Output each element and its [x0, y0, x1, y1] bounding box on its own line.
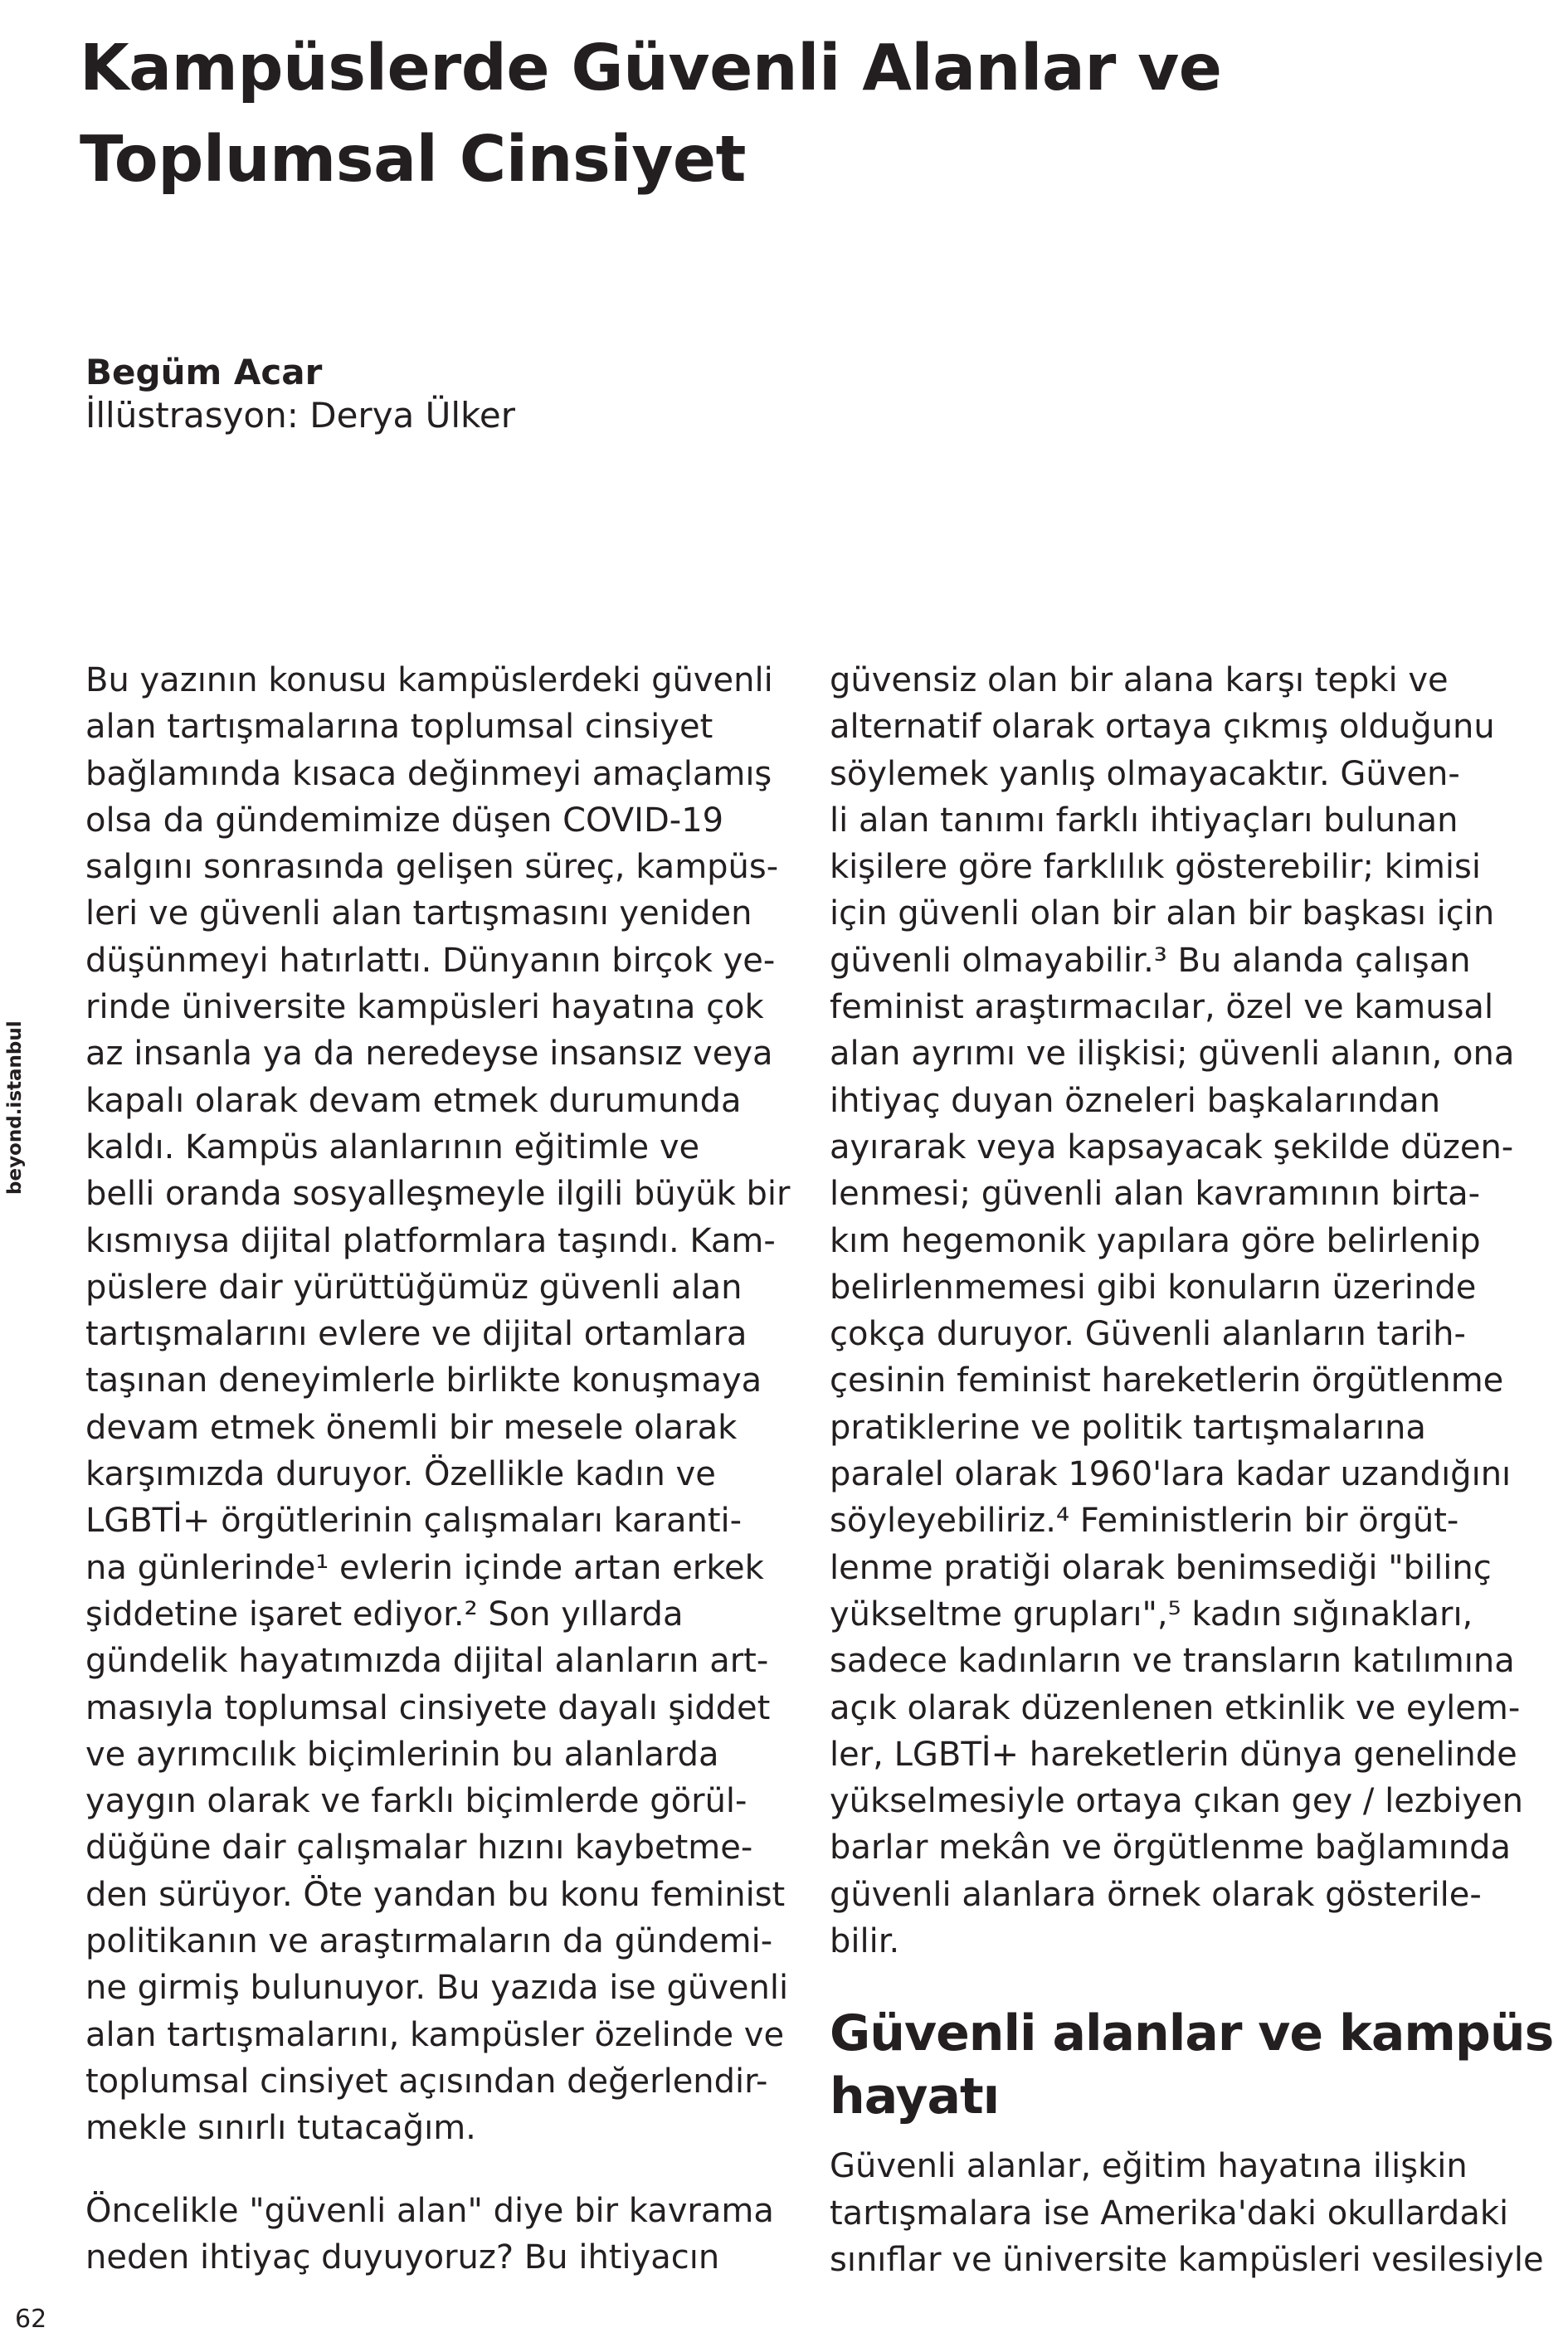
- heading-line: hayatı: [830, 2067, 1000, 2126]
- title-line: Kampüslerde Güvenli Alanlar ve: [80, 32, 1222, 105]
- text-line: feminist araştırmacılar, özel ve kamusal: [830, 988, 1494, 1027]
- text-line: bağlamında kısaca değinmeyi amaçlamış: [85, 754, 772, 793]
- text-line: ve ayrımcılık biçimlerinin bu alanlarda: [85, 1735, 719, 1774]
- text-line: alan ayrımı ve ilişkisi; güvenli alanın, ona: [830, 1035, 1515, 1074]
- text-line: karşımızda duruyor. Özellikle kadın ve: [85, 1455, 716, 1494]
- text-line: mekle sınırlı tutacağım.: [85, 2109, 476, 2148]
- text-line: bilir.: [830, 1922, 900, 1961]
- text-line: kapalı olarak devam etmek durumunda: [85, 1081, 742, 1120]
- text-line: den sürüyor. Öte yandan bu konu feminist: [85, 1875, 786, 1914]
- text-line: kaldı. Kampüs alanlarının eğitimle ve: [85, 1127, 700, 1166]
- text-line: Öncelikle "güvenli alan" diye bir kavrama: [85, 2191, 774, 2230]
- text-line: sınıflar ve üniversite kampüsleri vesilesiyle: [830, 2240, 1544, 2279]
- site-label: beyond.istanbul: [4, 1020, 26, 1195]
- left-column: [85, 657, 816, 2281]
- text-line: sadece kadınların ve transların katılımına: [830, 1642, 1515, 1681]
- text-line: söyleyebiliriz.⁴ Feministlerin bir örgüt-: [830, 1502, 1459, 1541]
- page-number: 62: [15, 2305, 47, 2334]
- text-line: alternatif olarak ortaya çıkmış olduğunu: [830, 708, 1495, 747]
- author-name: Begüm Acar: [85, 352, 323, 392]
- illustrator-credit: İllüstrasyon: Derya Ülker: [85, 395, 515, 436]
- text-line: güvensiz olan bir alana karşı tepki ve: [830, 661, 1449, 699]
- text-line: leri ve güvenli alan tartışmasını yeniden: [85, 894, 752, 933]
- text-line: tartışmalara ise Amerika'daki okullardaki: [830, 2194, 1509, 2233]
- text-line: az insanla ya da neredeyse insansız veya: [85, 1035, 773, 1074]
- text-line: düşünmeyi hatırlattı. Dünyanın birçok ye-: [85, 941, 776, 980]
- text-line: salgını sonrasında gelişen süreç, kampüs-: [85, 848, 779, 887]
- heading-line: Güvenli alanlar ve kampüs: [830, 2004, 1554, 2063]
- text-line: politikanın ve araştırmaların da gündemi-: [85, 1922, 773, 1961]
- text-line: belli oranda sosyalleşmeyle ilgili büyük bir: [85, 1175, 791, 1214]
- text-line: neden ihtiyaç duyuyoruz? Bu ihtiyacın: [85, 2238, 720, 2277]
- text-line: yükselmesiyle ortaya çıkan gey / lezbiyen: [830, 1782, 1523, 1821]
- text-line: çokça duruyor. Güvenli alanların tarih-: [830, 1315, 1466, 1354]
- text-line: açık olarak düzenlenen etkinlik ve eylem-: [830, 1688, 1521, 1727]
- text-line: olsa da gündemimize düşen COVID-19: [85, 801, 724, 840]
- text-line: gündelik hayatımızda dijital alanların art-: [85, 1642, 769, 1681]
- text-line: pratiklerine ve politik tartışmalarına: [830, 1408, 1426, 1447]
- text-line: taşınan deneyimlerle birlikte konuşmaya: [85, 1361, 762, 1400]
- paragraph: [830, 657, 1560, 1965]
- text-line: na günlerinde¹ evlerin içinde artan erkek: [85, 1548, 764, 1587]
- text-line: ne girmiş bulunuyor. Bu yazıda ise güvenli: [85, 1969, 789, 2008]
- text-line: masıyla toplumsal cinsiyete dayalı şiddet: [85, 1688, 771, 1727]
- text-line: Bu yazının konusu kampüslerdeki güvenli: [85, 661, 773, 699]
- text-line: püslere dair yürüttüğümüz güvenli alan: [85, 1268, 743, 1307]
- text-line: belirlenmemesi gibi konuların üzerinde: [830, 1268, 1477, 1307]
- text-line: devam etmek önemli bir mesele olarak: [85, 1408, 738, 1447]
- text-line: güvenli olmayabilir.³ Bu alanda çalışan: [830, 941, 1471, 980]
- text-line: şiddetine işaret ediyor.² Son yıllarda: [85, 1595, 684, 1634]
- text-line: çesinin feminist hareketlerin örgütlenme: [830, 1361, 1504, 1400]
- text-line: lenme pratiği olarak benimsediği "bilinç: [830, 1548, 1492, 1587]
- paragraph: [830, 2143, 1560, 2283]
- paragraph-gap: [85, 2152, 816, 2188]
- text-line: lenmesi; güvenli alan kavramının birta-: [830, 1175, 1481, 1214]
- text-line: için güvenli olan bir alan bir başkası için: [830, 894, 1495, 933]
- text-line: kişilere göre farklılık gösterebilir; kimisi: [830, 848, 1481, 887]
- title-line: Toplumsal Cinsiyet: [80, 123, 746, 197]
- text-line: ler, LGBTİ+ hareketlerin dünya genelinde: [830, 1735, 1517, 1774]
- right-column: [830, 657, 1560, 2283]
- text-line: kısmıysa dijital platformlara taşındı. Kam-: [85, 1221, 776, 1260]
- text-line: alan tartışmalarını, kampüsler özelinde ve: [85, 2015, 785, 2054]
- text-line: yükseltme grupları",⁵ kadın sığınakları,: [830, 1595, 1473, 1634]
- text-line: Güvenli alanlar, eğitim hayatına ilişkin: [830, 2147, 1468, 2186]
- paragraph: [85, 2188, 816, 2281]
- text-line: ihtiyaç duyan özneleri başkalarından: [830, 1081, 1441, 1120]
- text-line: barlar mekân ve örgütlenme bağlamında: [830, 1829, 1511, 1867]
- text-line: tartışmalarını evlere ve dijital ortamlara: [85, 1315, 747, 1354]
- section-heading: [830, 2002, 1560, 2128]
- article-title: [80, 23, 1324, 206]
- byline: [85, 351, 515, 437]
- text-line: paralel olarak 1960'lara kadar uzandığını: [830, 1455, 1512, 1494]
- text-line: li alan tanımı farklı ihtiyaçları bulunan: [830, 801, 1458, 840]
- paragraph: [85, 657, 816, 2152]
- text-line: yaygın olarak ve farklı biçimlerde görül-: [85, 1782, 747, 1821]
- text-line: LGBTİ+ örgütlerinin çalışmaları karanti-: [85, 1502, 743, 1541]
- text-line: ayırarak veya kapsayacak şekilde düzen-: [830, 1127, 1514, 1166]
- text-line: güvenli alanlara örnek olarak gösterile-: [830, 1875, 1482, 1914]
- text-line: toplumsal cinsiyet açısından değerlendir-: [85, 2062, 768, 2101]
- text-line: alan tartışmalarına toplumsal cinsiyet: [85, 708, 713, 747]
- text-line: kım hegemonik yapılara göre belirlenip: [830, 1221, 1481, 1260]
- text-line: söylemek yanlış olmayacaktır. Güven-: [830, 754, 1460, 793]
- text-line: düğüne dair çalışmalar hızını kaybetme-: [85, 1829, 753, 1867]
- text-line: rinde üniversite kampüsleri hayatına çok: [85, 988, 764, 1027]
